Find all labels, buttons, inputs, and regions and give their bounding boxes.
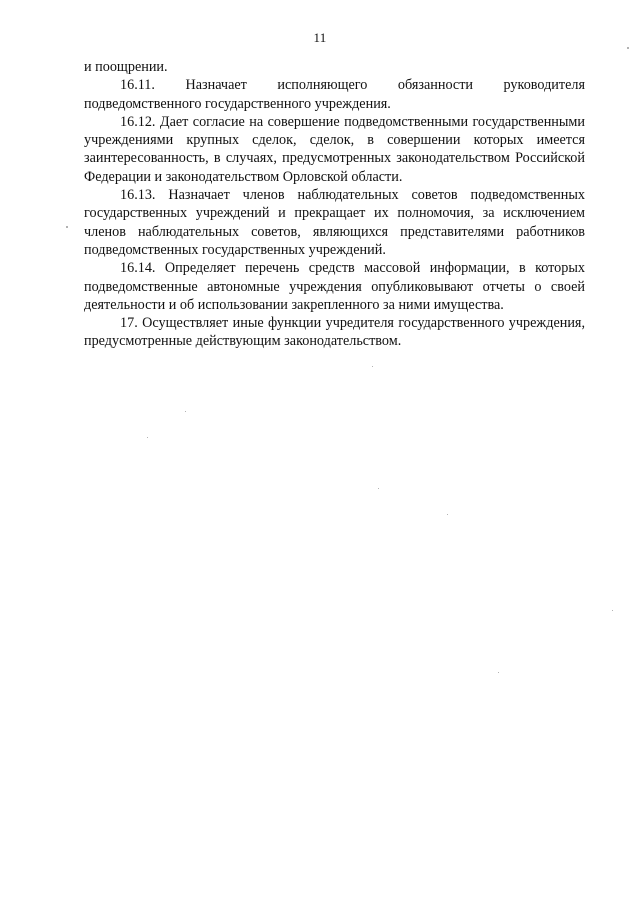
scan-speck <box>147 437 148 438</box>
scan-speck <box>627 47 629 49</box>
page-number: 11 <box>313 30 327 45</box>
scan-speck <box>66 226 68 228</box>
scan-speck <box>612 610 613 611</box>
document-body <box>84 58 585 351</box>
paragraph-16-13: 16.13. Назначает членов наблюдательных советов подведомственных государственных учреждений и прекращает их полномочия, за исключением членов наблюдательных советов, являющихся представителями работников подведомственных государственных учреждений. <box>84 187 585 258</box>
paragraph-17: 17. Осуществляет иные функции учредителя государственного учреждения, предусмотренные действующим законодательством. <box>84 315 585 350</box>
scan-speck <box>498 672 499 673</box>
paragraph-16-11: 16.11. Назначает исполняющего обязанности руководителя подведомственного государственного учреждения. <box>84 77 585 112</box>
scan-speck <box>372 366 373 367</box>
scan-speck <box>447 514 448 515</box>
paragraph-16-12: 16.12. Дает согласие на совершение подведомственными государственными учреждениями крупных сделок, сделок, в совершении которых имеется заинтересованность, в случаях, предусмотренных законодательством Российской Федерации и законодательством Орловской области. <box>84 113 585 185</box>
scan-speck <box>185 411 186 412</box>
paragraph-continuation: и поощрении. <box>84 59 168 75</box>
paragraph-16-14: 16.14. Определяет перечень средств массовой информации, в которых подведомственные автономные учреждения опубликовывают отчеты о своей деятельности и об использовании закрепленного за ними имущества. <box>84 260 585 313</box>
scan-speck <box>378 488 379 489</box>
